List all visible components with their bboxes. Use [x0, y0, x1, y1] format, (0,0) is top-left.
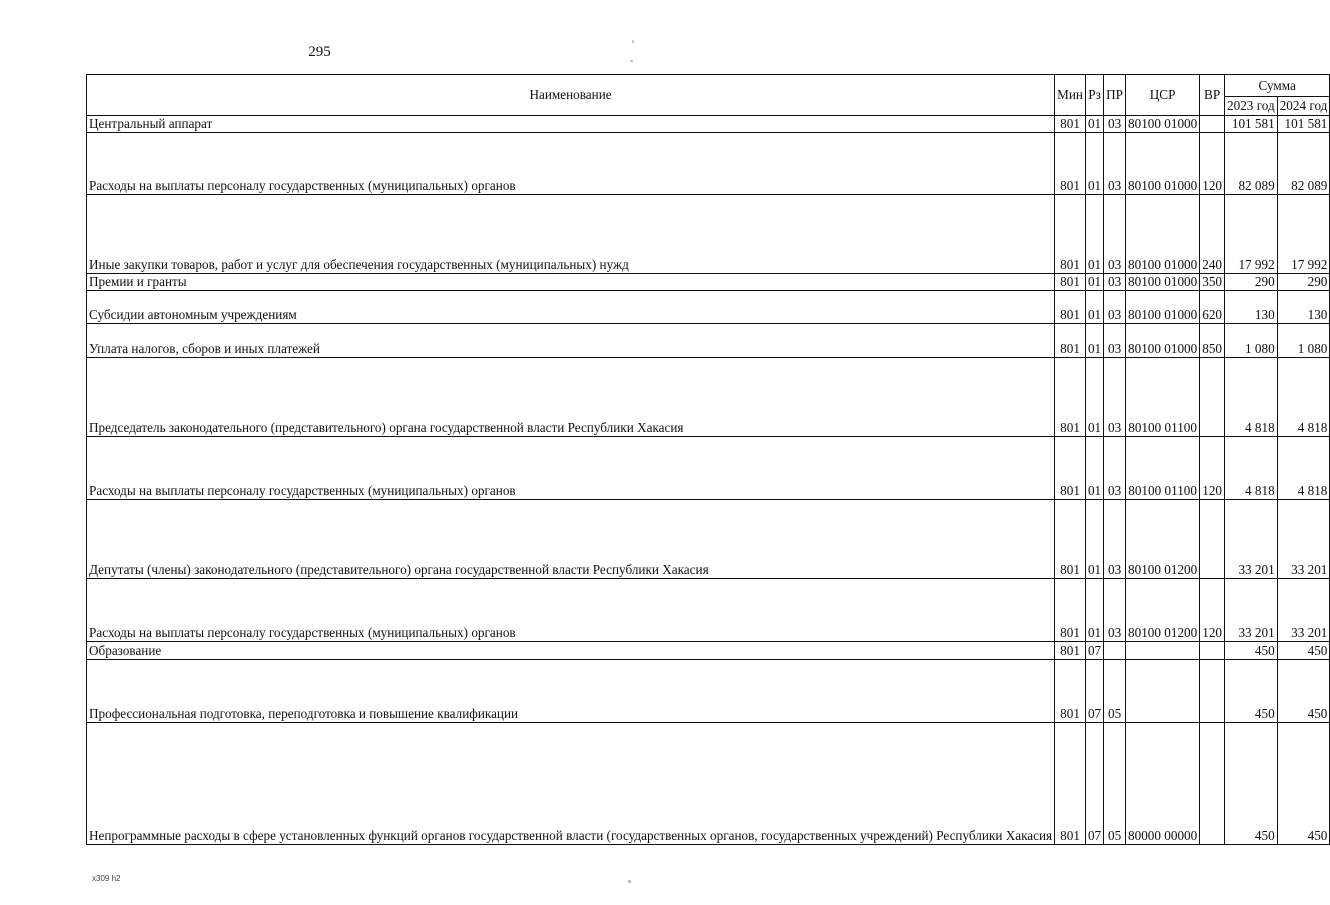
row-name: Центральный аппарат: [87, 116, 1055, 133]
row-pr: 03: [1104, 133, 1126, 195]
row-min: 801: [1055, 358, 1086, 437]
row-amount-2023: 130: [1225, 291, 1278, 324]
row-amount-2023: 4 818: [1225, 358, 1278, 437]
row-csr: [1126, 660, 1200, 723]
row-min: 801: [1055, 274, 1086, 291]
row-min: 801: [1055, 133, 1086, 195]
row-rz: 01: [1085, 116, 1103, 133]
row-csr: 80100 01200: [1126, 500, 1200, 579]
row-csr: 80100 01000: [1126, 133, 1200, 195]
row-amount-2024: 1 080: [1277, 324, 1330, 358]
row-csr: 80000 00000: [1126, 723, 1200, 845]
row-name: Образование: [87, 642, 1055, 660]
row-min: 801: [1055, 291, 1086, 324]
row-rz: 01: [1085, 195, 1103, 274]
row-pr: 03: [1104, 579, 1126, 642]
row-pr: 03: [1104, 195, 1126, 274]
row-vr: [1200, 116, 1225, 133]
row-name: Председатель законодательного (представительного) органа государственной власти Республики Хакасия: [87, 358, 1055, 437]
scan-speck: [632, 40, 634, 43]
row-min: 801: [1055, 660, 1086, 723]
row-csr: 80100 01000: [1126, 274, 1200, 291]
row-name: Расходы на выплаты персоналу государственных (муниципальных) органов: [87, 437, 1055, 500]
row-pr: 03: [1104, 274, 1126, 291]
row-rz: 01: [1085, 324, 1103, 358]
row-name: Иные закупки товаров, работ и услуг для обеспечения государственных (муниципальных) нужд: [87, 195, 1055, 274]
row-min: 801: [1055, 579, 1086, 642]
row-vr: 120: [1200, 437, 1225, 500]
row-amount-2023: 82 089: [1225, 133, 1278, 195]
row-rz: 01: [1085, 579, 1103, 642]
scan-speck: [630, 60, 633, 62]
row-amount-2023: 450: [1225, 723, 1278, 845]
row-csr: 80100 01100: [1126, 437, 1200, 500]
row-min: 801: [1055, 324, 1086, 358]
row-vr: 850: [1200, 324, 1225, 358]
row-csr: 80100 01200: [1126, 579, 1200, 642]
row-name: Непрограммные расходы в сфере установленных функций органов государственной власти (государственных органов, государственных учреждений) Республики Хакасия: [87, 723, 1055, 845]
header-year-2023: 2023 год: [1225, 97, 1278, 116]
table-row: [87, 324, 1330, 358]
row-amount-2024: 33 201: [1277, 579, 1330, 642]
header-vr: ВР: [1200, 75, 1225, 116]
row-vr: 120: [1200, 579, 1225, 642]
row-vr: [1200, 723, 1225, 845]
header-year-2024: 2024 год: [1277, 97, 1330, 116]
row-amount-2024: 4 818: [1277, 358, 1330, 437]
row-min: 801: [1055, 116, 1086, 133]
row-rz: 01: [1085, 358, 1103, 437]
row-amount-2024: 4 818: [1277, 437, 1330, 500]
row-rz: 07: [1085, 642, 1103, 660]
row-rz: 07: [1085, 660, 1103, 723]
row-amount-2023: 450: [1225, 660, 1278, 723]
row-amount-2023: 290: [1225, 274, 1278, 291]
row-vr: 240: [1200, 195, 1225, 274]
row-name: Расходы на выплаты персоналу государственных (муниципальных) органов: [87, 133, 1055, 195]
row-name: Субсидии автономным учреждениям: [87, 291, 1055, 324]
row-pr: 05: [1104, 723, 1126, 845]
header-min: Мин: [1055, 75, 1086, 116]
row-amount-2023: 17 992: [1225, 195, 1278, 274]
row-pr: 03: [1104, 358, 1126, 437]
row-rz: 01: [1085, 500, 1103, 579]
row-min: 801: [1055, 195, 1086, 274]
row-vr: [1200, 660, 1225, 723]
row-pr: 03: [1104, 500, 1126, 579]
row-min: 801: [1055, 723, 1086, 845]
table-row: [87, 723, 1330, 845]
row-amount-2024: 130: [1277, 291, 1330, 324]
header-name: Наименование: [87, 75, 1055, 116]
row-name: Профессиональная подготовка, переподготовка и повышение квалификации: [87, 660, 1055, 723]
row-amount-2023: 1 080: [1225, 324, 1278, 358]
row-csr: [1126, 642, 1200, 660]
row-rz: 01: [1085, 133, 1103, 195]
row-name: Премии и гранты: [87, 274, 1055, 291]
row-name: Расходы на выплаты персоналу государственных (муниципальных) органов: [87, 579, 1055, 642]
table-row: [87, 358, 1330, 437]
row-rz: 01: [1085, 274, 1103, 291]
budget-table: [86, 74, 1330, 845]
row-csr: 80100 01000: [1126, 324, 1200, 358]
row-amount-2023: 33 201: [1225, 500, 1278, 579]
table-row: [87, 500, 1330, 579]
row-csr: 80100 01000: [1126, 116, 1200, 133]
row-rz: 01: [1085, 437, 1103, 500]
header-rz: Рз: [1085, 75, 1103, 116]
row-amount-2024: 450: [1277, 660, 1330, 723]
row-amount-2023: 4 818: [1225, 437, 1278, 500]
row-rz: 01: [1085, 291, 1103, 324]
row-pr: 03: [1104, 324, 1126, 358]
header-pr: ПР: [1104, 75, 1126, 116]
row-vr: 350: [1200, 274, 1225, 291]
row-amount-2024: 17 992: [1277, 195, 1330, 274]
row-pr: 05: [1104, 660, 1126, 723]
row-name: Депутаты (члены) законодательного (представительного) органа государственной власти Республики Хакасия: [87, 500, 1055, 579]
row-vr: [1200, 642, 1225, 660]
table-row: [87, 579, 1330, 642]
row-csr: 80100 01000: [1126, 195, 1200, 274]
row-pr: 03: [1104, 291, 1126, 324]
row-vr: 120: [1200, 133, 1225, 195]
row-csr: 80100 01100: [1126, 358, 1200, 437]
row-pr: [1104, 642, 1126, 660]
row-min: 801: [1055, 500, 1086, 579]
row-pr: 03: [1104, 437, 1126, 500]
row-amount-2023: 101 581: [1225, 116, 1278, 133]
row-rz: 07: [1085, 723, 1103, 845]
row-amount-2023: 450: [1225, 642, 1278, 660]
row-amount-2024: 101 581: [1277, 116, 1330, 133]
row-amount-2024: 450: [1277, 723, 1330, 845]
row-vr: [1200, 500, 1225, 579]
row-amount-2024: 450: [1277, 642, 1330, 660]
table-row: [87, 133, 1330, 195]
table-row: [87, 274, 1330, 291]
table-row: [87, 660, 1330, 723]
table-row: [87, 642, 1330, 660]
row-vr: 620: [1200, 291, 1225, 324]
table-row: [87, 195, 1330, 274]
table-row: [87, 291, 1330, 324]
table-row: [87, 437, 1330, 500]
row-amount-2024: 33 201: [1277, 500, 1330, 579]
scan-speck: [628, 880, 631, 883]
table-row: [87, 116, 1330, 133]
page-number: 295: [308, 44, 331, 60]
header-sum: Сумма: [1225, 75, 1330, 97]
row-csr: 80100 01000: [1126, 291, 1200, 324]
row-pr: 03: [1104, 116, 1126, 133]
footer-code: х309 h2: [92, 874, 121, 883]
row-vr: [1200, 358, 1225, 437]
row-min: 801: [1055, 642, 1086, 660]
row-amount-2024: 82 089: [1277, 133, 1330, 195]
header-csr: ЦСР: [1126, 75, 1200, 116]
row-name: Уплата налогов, сборов и иных платежей: [87, 324, 1055, 358]
row-amount-2024: 290: [1277, 274, 1330, 291]
row-amount-2023: 33 201: [1225, 579, 1278, 642]
row-min: 801: [1055, 437, 1086, 500]
